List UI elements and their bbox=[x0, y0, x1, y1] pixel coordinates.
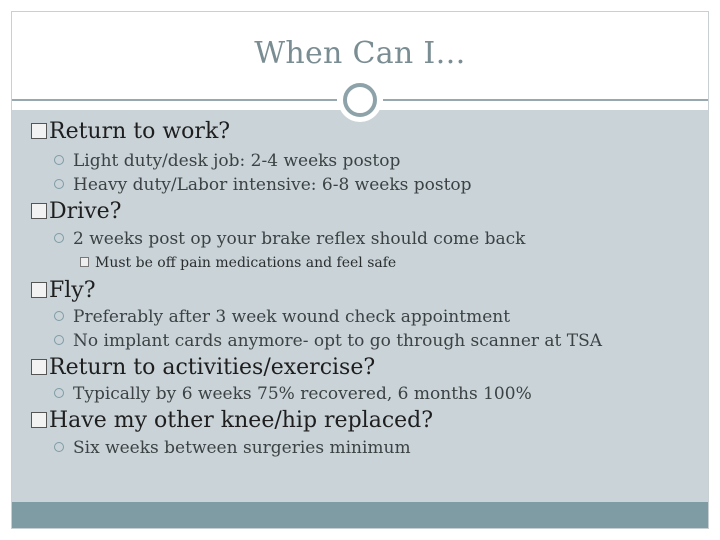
divider-right bbox=[383, 99, 708, 101]
footer-band bbox=[12, 502, 708, 528]
square-bullet-icon bbox=[31, 123, 47, 139]
circle-bullet-icon bbox=[54, 155, 64, 165]
bullet-item: Six weeks between surgeries minimum bbox=[54, 438, 411, 458]
bullet-item: Heavy duty/Labor intensive: 6-8 weeks postop bbox=[54, 175, 472, 195]
circle-bullet-icon bbox=[54, 233, 64, 243]
circle-bullet-icon bbox=[54, 442, 64, 452]
divider-left bbox=[12, 99, 337, 101]
circle-bullet-icon bbox=[54, 179, 64, 189]
circle-bullet-icon bbox=[54, 388, 64, 398]
bullet-item: No implant cards anymore- opt to go through scanner at TSA bbox=[54, 331, 602, 351]
circle-bullet-icon bbox=[54, 311, 64, 321]
bullet-item: 2 weeks post op your brake reflex should come back bbox=[54, 229, 525, 249]
small-square-bullet-icon bbox=[80, 257, 89, 267]
slide-title: When Can I… bbox=[254, 36, 466, 71]
bullet-heading-return-to-work: Return to work? bbox=[31, 119, 230, 144]
square-bullet-icon bbox=[31, 412, 47, 428]
bullet-item: Typically by 6 weeks 75% recovered, 6 months 100% bbox=[54, 384, 532, 404]
bullet-heading-return-to-activities: Return to activities/exercise? bbox=[31, 355, 375, 380]
bullet-item: Light duty/desk job: 2-4 weeks postop bbox=[54, 151, 400, 171]
square-bullet-icon bbox=[31, 359, 47, 375]
bullet-item: Preferably after 3 week wound check appointment bbox=[54, 307, 510, 327]
circle-bullet-icon bbox=[54, 335, 64, 345]
bullet-heading-drive: Drive? bbox=[31, 199, 121, 224]
circle-ring-icon bbox=[343, 83, 377, 117]
square-bullet-icon bbox=[31, 203, 47, 219]
sub-bullet-item: Must be off pain medications and feel safe bbox=[80, 255, 396, 271]
bullet-heading-other-knee-hip: Have my other knee/hip replaced? bbox=[31, 408, 433, 433]
square-bullet-icon bbox=[31, 282, 47, 298]
bullet-heading-fly: Fly? bbox=[31, 278, 96, 303]
